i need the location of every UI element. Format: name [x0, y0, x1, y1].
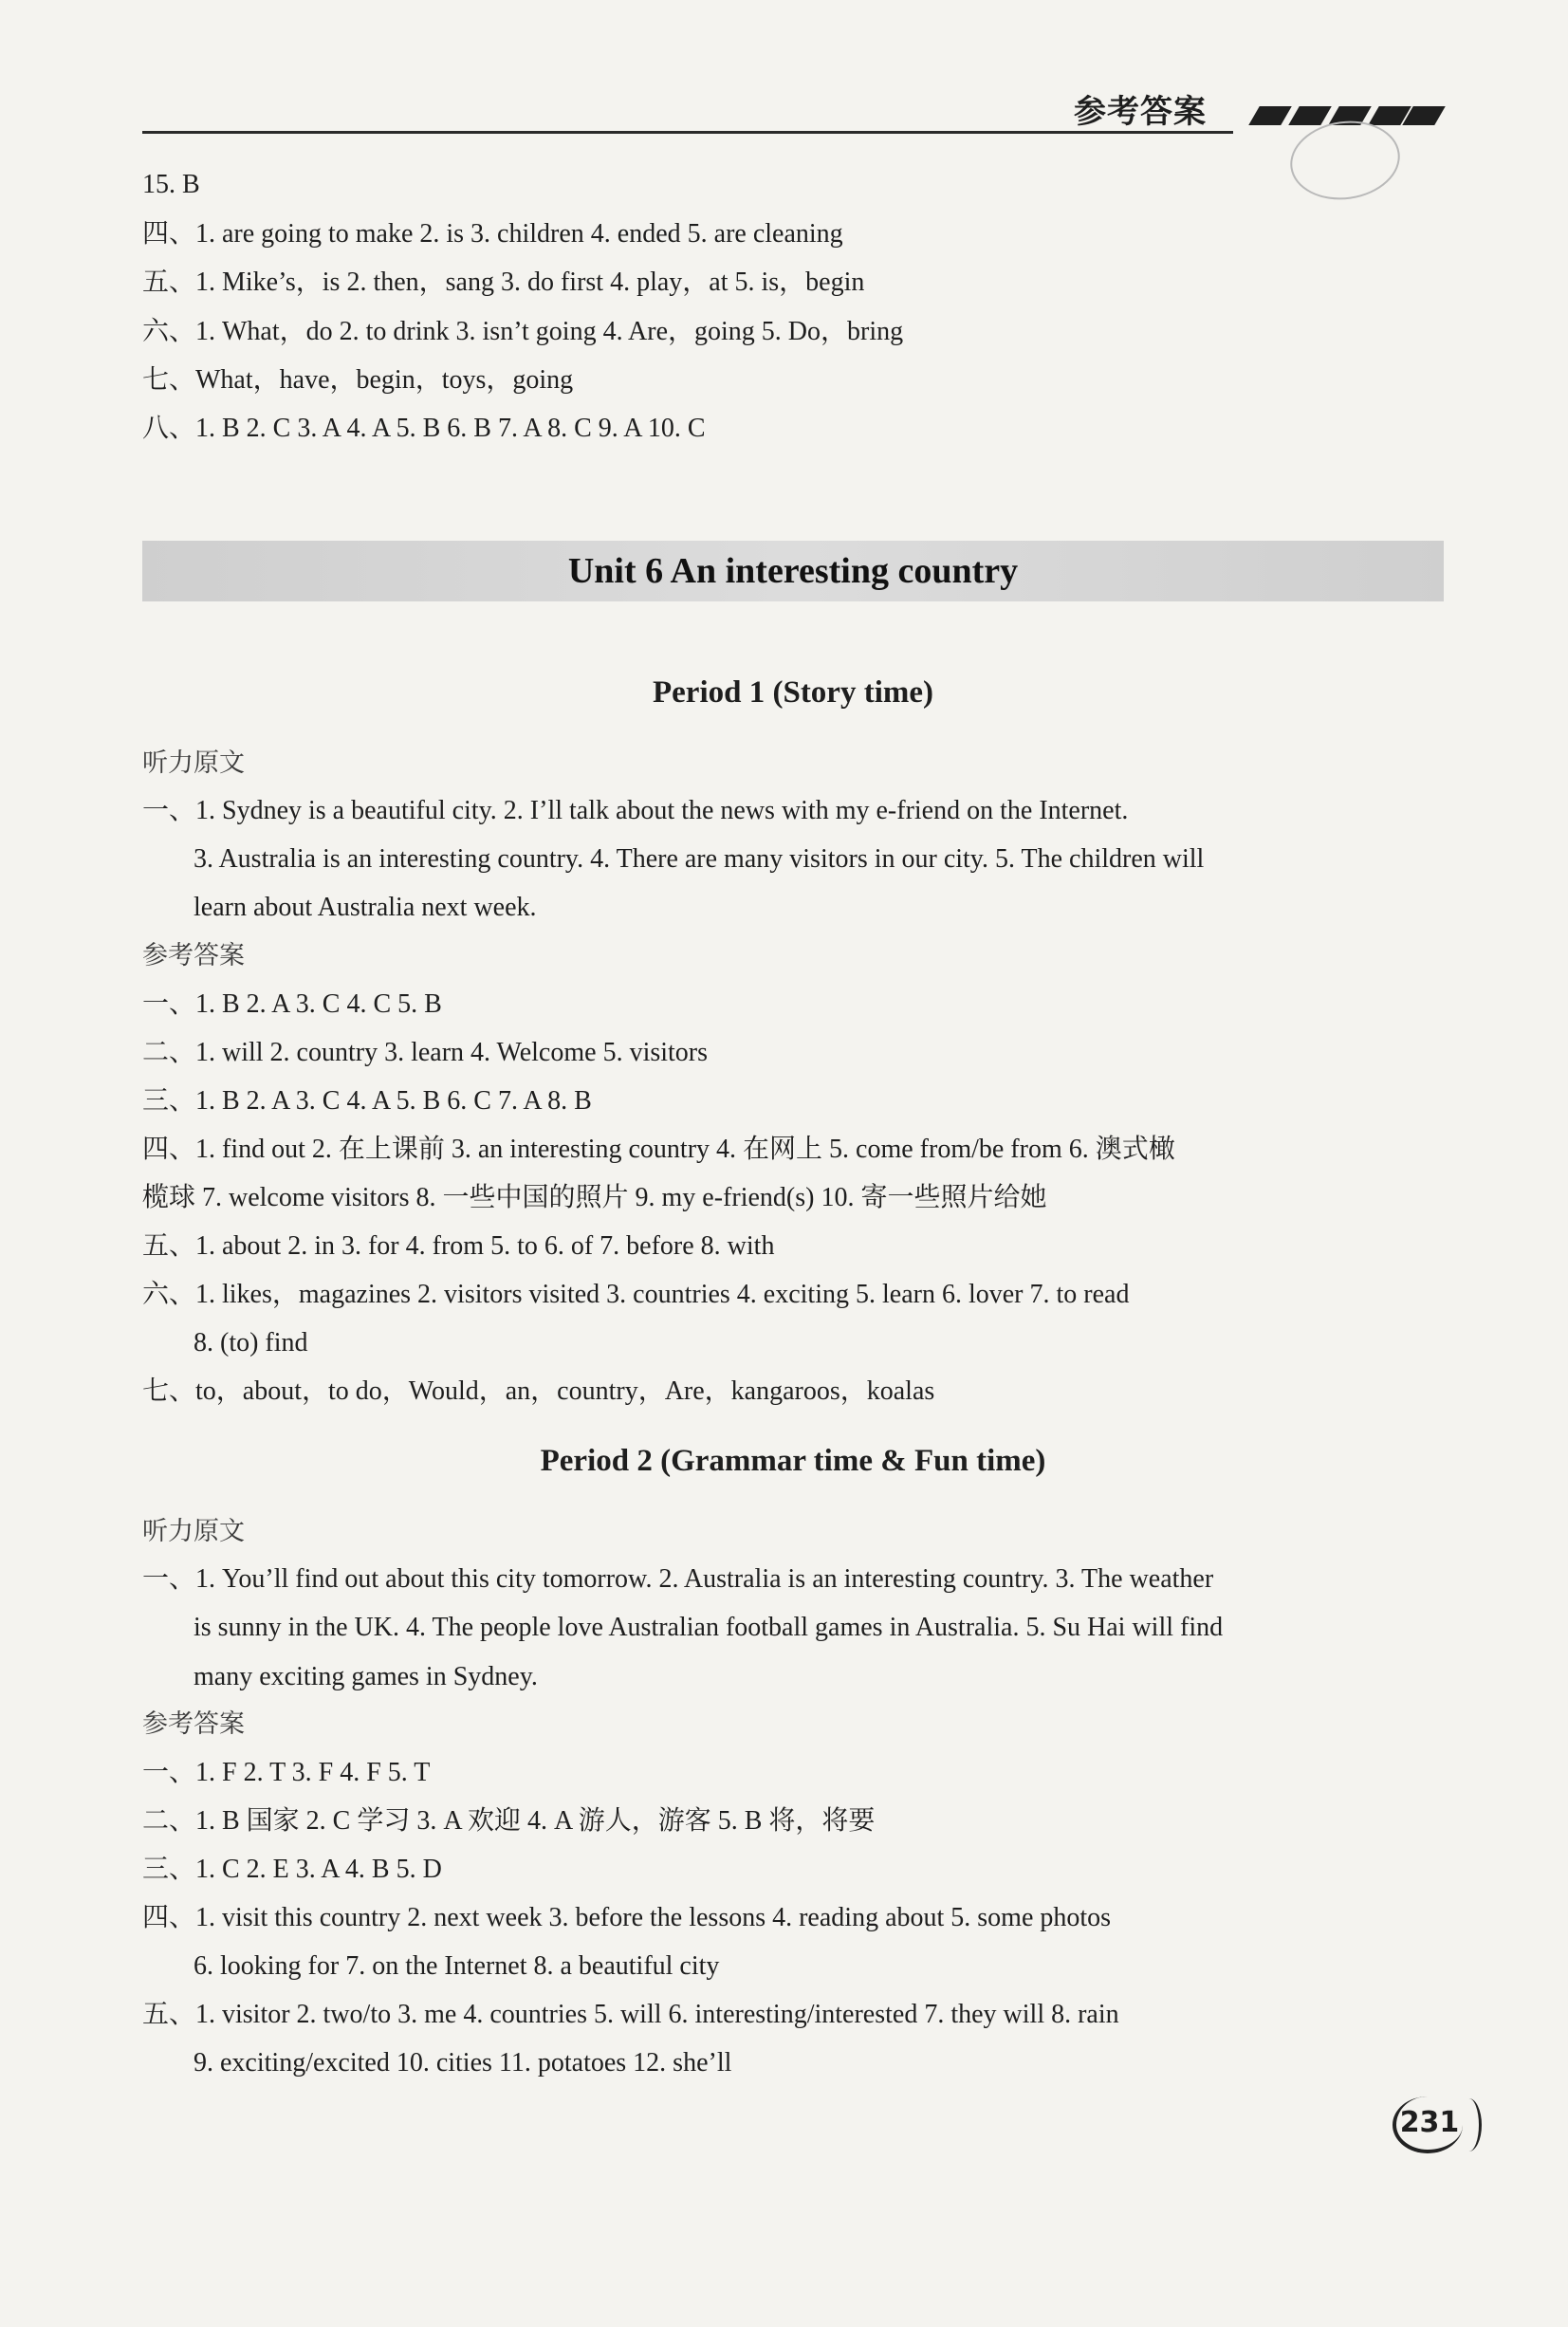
text-line: 五、1. visitor 2. two/to 3. me 4. countries 5. will 6. interesting/interested 7. they will 8. rain: [142, 2000, 1119, 2029]
period-2-title: Period 2 (Grammar time & Fun time): [540, 1444, 1046, 1478]
answers-label: 参考答案: [142, 941, 245, 970]
listening-label: 听力原文: [142, 1517, 245, 1546]
text-line: 八、1. B 2. C 3. A 4. A 5. B 6. B 7. A 8. C 9. A 10. C: [142, 414, 706, 443]
text-line: 七、What，have，begin，toys，going: [142, 365, 574, 395]
text-line: 二、1. B 国家 2. C 学习 3. A 欢迎 4. A 游人，游客 5. B 将，将要: [142, 1806, 876, 1836]
header-title: 参考答案: [1074, 93, 1207, 131]
text-line: many exciting games in Sydney.: [194, 1662, 538, 1691]
text-line: 五、1. Mike’s，is 2. then，sang 3. do first 4. play，at 5. is，begin: [142, 268, 865, 297]
text-line: 一、1. You’ll find out about this city tomorrow. 2. Australia is an interesting country. 3. The weather: [142, 1564, 1214, 1594]
text-line: 15. B: [142, 170, 200, 199]
text-line: 6. looking for 7. on the Internet 8. a beautiful city: [194, 1951, 720, 1981]
text-line: 四、1. are going to make 2. is 3. children 4. ended 5. are cleaning: [142, 219, 843, 249]
text-line: is sunny in the UK. 4. The people love Australian football games in Australia. 5. Su Hai will find: [194, 1613, 1224, 1642]
text-line: 六、1. What，do 2. to drink 3. isn’t going 4. Are，going 5. Do，bring: [142, 317, 904, 346]
text-line: 3. Australia is an interesting country. 4. There are many visitors in our city. 5. The children will: [194, 844, 1205, 874]
period-1-title: Period 1 (Story time): [653, 675, 933, 710]
unit-banner: [142, 541, 1444, 601]
text-line: 榄球 7. welcome visitors 8. 一些中国的照片 9. my e-friend(s) 10. 寄一些照片给她: [142, 1183, 1047, 1212]
text-line: 一、1. F 2. T 3. F 4. F 5. T: [142, 1758, 431, 1787]
header-rule: [142, 131, 1233, 134]
text-line: 一、1. B 2. A 3. C 4. C 5. B: [142, 989, 442, 1019]
text-line: 六、1. likes，magazines 2. visitors visited 3. countries 4. exciting 5. learn 6. lover 7. to read: [142, 1280, 1130, 1309]
text-line: 五、1. about 2. in 3. for 4. from 5. to 6. of 7. before 8. with: [142, 1231, 775, 1261]
text-line: 三、1. C 2. E 3. A 4. B 5. D: [142, 1855, 442, 1884]
unit-title: Unit 6 An interesting country: [567, 551, 1019, 591]
text-line: 四、1. visit this country 2. next week 3. before the lessons 4. reading about 5. some photos: [142, 1903, 1112, 1932]
page-number: 231: [1393, 2096, 1463, 2153]
listening-label: 听力原文: [142, 748, 245, 778]
text-line: learn about Australia next week.: [194, 893, 537, 922]
text-line: 8. (to) find: [194, 1328, 308, 1357]
text-line: 三、1. B 2. A 3. C 4. A 5. B 6. C 7. A 8. B: [142, 1086, 592, 1116]
text-line: 一、1. Sydney is a beautiful city. 2. I’ll talk about the news with my e-friend on the Internet.: [142, 796, 1129, 825]
text-line: 二、1. will 2. country 3. learn 4. Welcome 5. visitors: [142, 1038, 709, 1067]
text-line: 四、1. find out 2. 在上课前 3. an interesting country 4. 在网上 5. come from/be from 6. 澳式橄: [142, 1135, 1175, 1164]
text-line: 9. exciting/excited 10. cities 11. potatoes 12. she’ll: [194, 2048, 732, 2078]
text-line: 七、to，about，to do，Would，an，country，Are，kangaroos，koalas: [142, 1376, 935, 1406]
page-number-decoration: [1456, 2098, 1482, 2152]
answers-label: 参考答案: [142, 1709, 245, 1739]
